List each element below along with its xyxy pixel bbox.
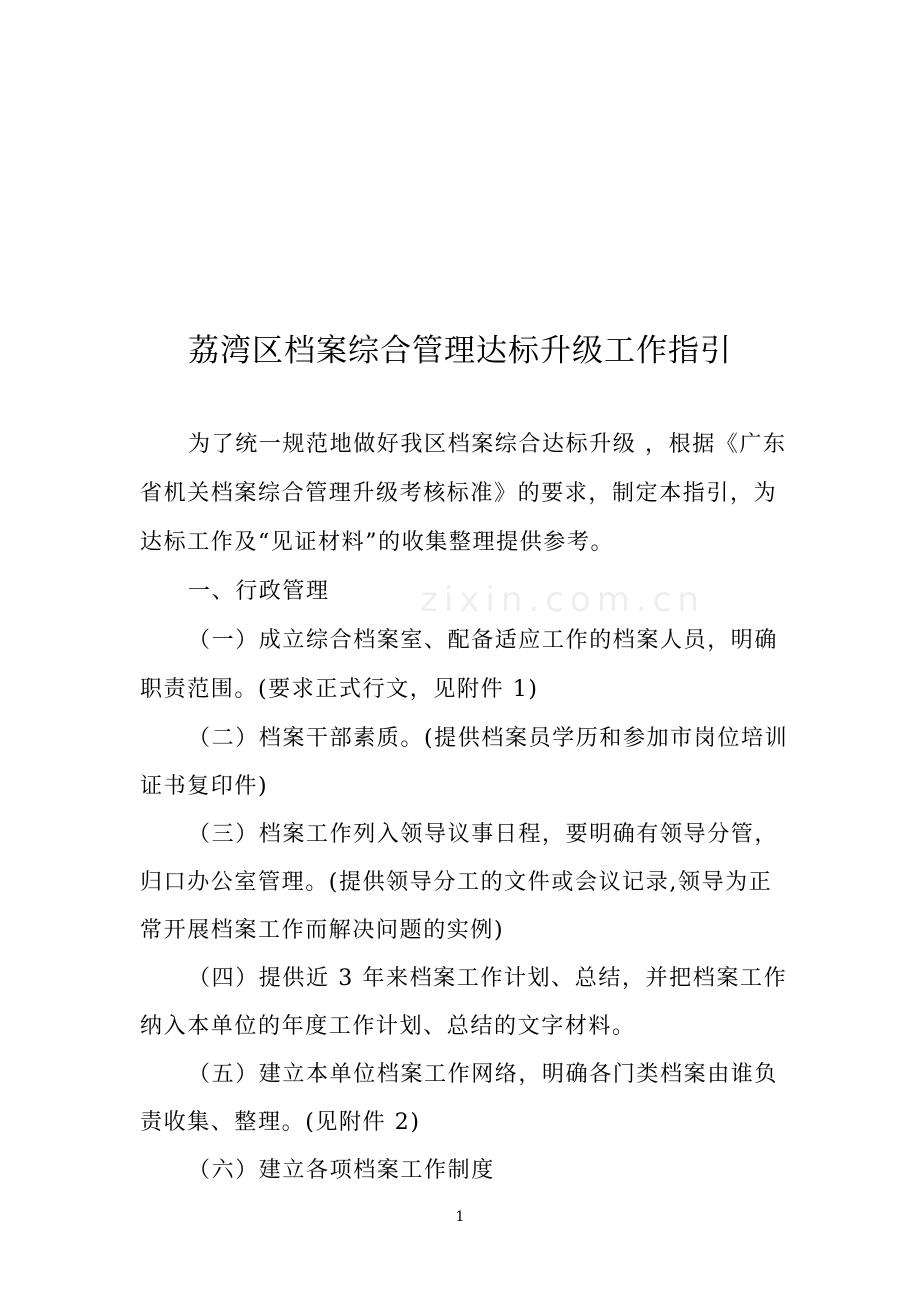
paragraph-line: 省机关档案综合管理升级考核标准》的要求，制定本指引，为 [140, 481, 778, 506]
paragraph-line: （二）档案干部素质。(提供档案员学历和参加市岗位培训 [188, 726, 789, 751]
paragraph-line: （一）成立综合档案室、配备适应工作的档案人员，明确 [188, 628, 779, 653]
paragraph-line: 常开展档案工作而解决问题的实例) [140, 918, 505, 943]
paragraph-line: （三）档案工作列入领导议事日程，要明确有领导分管， [188, 822, 779, 847]
paragraph-line: 职责范围。(要求正式行文，见附件 1) [140, 677, 539, 702]
paragraph-line: 责收集、整理。(见附件 2) [140, 1110, 421, 1135]
paragraph-line: （六）建立各项档案工作制度 [188, 1158, 495, 1183]
paragraph-line: 纳入本单位的年度工作计划、总结的文字材料。 [140, 1014, 636, 1039]
paragraph-line: 归口办公室管理。(提供领导分工的文件或会议记录,领导为正 [140, 870, 773, 895]
watermark: zixin.com.cn [420, 580, 705, 620]
paragraph-line: （五）建立本单位档案工作网络，明确各门类档案由谁负 [188, 1062, 779, 1087]
page-number: 1 [455, 1209, 465, 1225]
document-title: 荔湾区档案综合管理达标升级工作指引 [188, 333, 732, 369]
paragraph-line: （四）提供近 3 年来档案工作计划、总结，并把档案工作 [188, 966, 788, 991]
paragraph-line: 证书复印件) [140, 774, 269, 799]
section-heading: 一、行政管理 [188, 579, 330, 604]
paragraph-line: 为了统一规范地做好我区档案综合达标升级 ，根据《广东 [188, 432, 787, 457]
paragraph-line: 达标工作及“见证材料”的收集整理提供参考。 [140, 530, 615, 555]
